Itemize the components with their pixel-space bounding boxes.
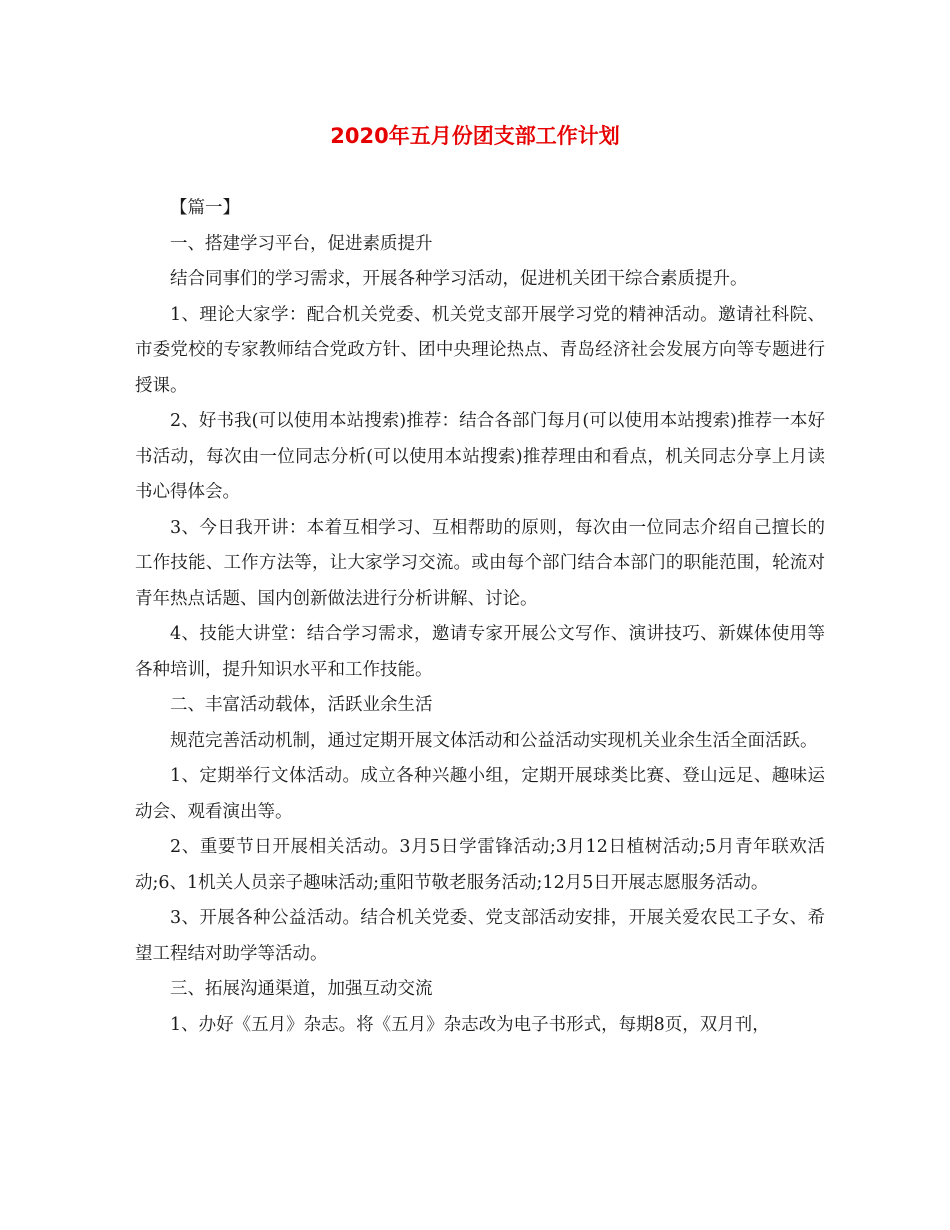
heading-1: 一、搭建学习平台，促进素质提升 (170, 233, 433, 254)
paragraph: 规范完善活动机制，通过定期开展文体活动和公益活动实现机关业余生活全面活跃。 (170, 730, 818, 751)
section-label: 【篇一】 (170, 198, 240, 218)
paragraph: 1、定期举行文体活动。成立各种兴趣小组，定期开展球类比赛、登山远足、趣味运动会、观看演出等。 (135, 766, 825, 822)
paragraph: 1、理论大家学：配合机关党委、机关党支部开展学习党的精神活动。邀请社科院、市委党校的专家教师结合党政方针、团中央理论热点、青岛经济社会发展方向等专题进行授课。 (135, 304, 825, 396)
paragraph: 2、重要节日开展相关活动。3月5日学雷锋活动;3月12日植树活动;5月青年联欢活动;6、1机关人员亲子趣味活动;重阳节敬老服务活动;12月5日开展志愿服务活动。 (135, 837, 825, 893)
paragraph: 3、今日我开讲：本着互相学习、互相帮助的原则，每次由一位同志介绍自己擅长的工作技能、工作方法等，让大家学习交流。或由每个部门结合本部门的职能范围，轮流对青年热点话题、国内创新做法进行分析讲解、讨论。 (135, 517, 825, 609)
paragraph: 4、技能大讲堂：结合学习需求，邀请专家开展公文写作、演讲技巧、新媒体使用等各种培训，提升知识水平和工作技能。 (135, 624, 825, 680)
paragraph: 2、好书我(可以使用本站搜索)推荐：结合各部门每月(可以使用本站搜索)推荐一本好书活动，每次由一位同志分析(可以使用本站搜索)推荐理由和看点，机关同志分享上月读书心得体会。 (135, 411, 825, 502)
paragraph: 结合同事们的学习需求，开展各种学习活动，促进机关团干综合素质提升。 (170, 269, 748, 289)
document-title: 2020年五月份团支部工作计划 (330, 124, 620, 148)
document-body (135, 191, 825, 1043)
paragraph: 3、开展各种公益活动。结合机关党委、党支部活动安排，开展关爱农民工子女、希望工程结对助学等活动。 (135, 908, 825, 964)
heading-2: 二、丰富活动载体，活跃业余生活 (170, 695, 433, 715)
paragraph: 1、办好《五月》杂志。将《五月》杂志改为电子书形式，每期8页，双月刊， (170, 1014, 770, 1035)
heading-3: 三、拓展沟通渠道，加强互动交流 (170, 979, 433, 999)
